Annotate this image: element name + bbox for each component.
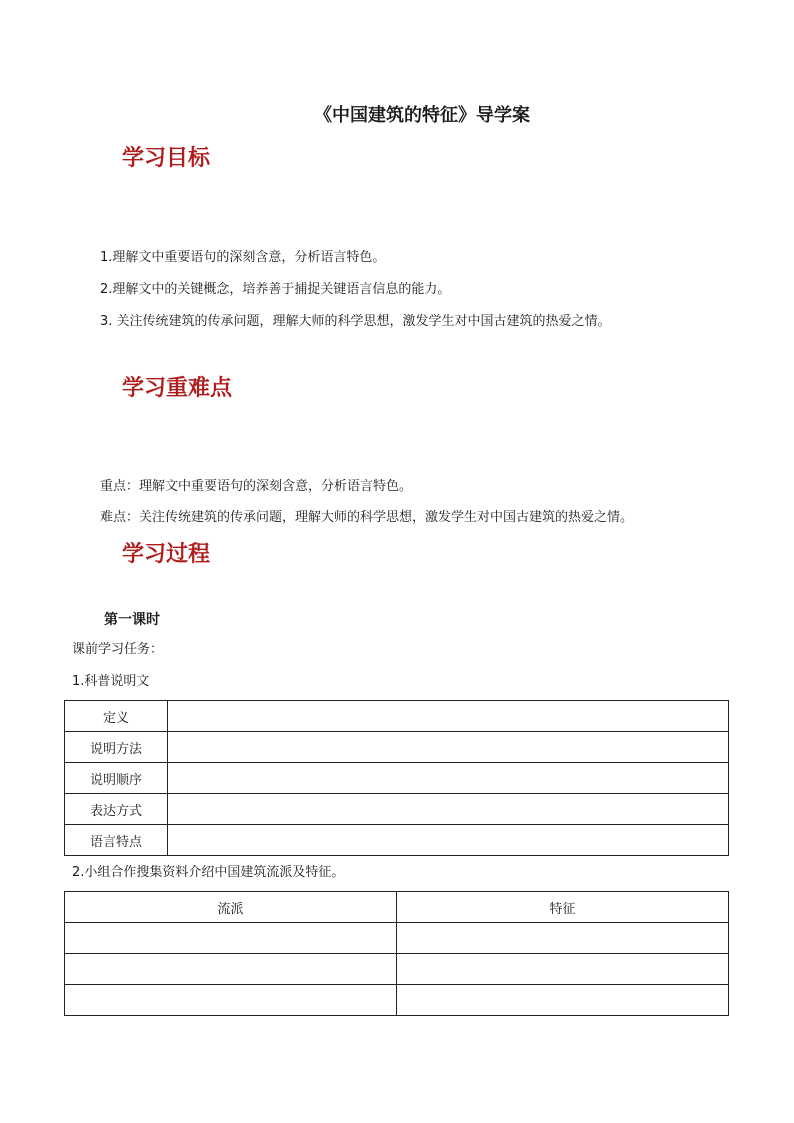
row-label: 说明顺序: [65, 763, 168, 794]
table-row: [65, 954, 729, 985]
answer-cell[interactable]: [168, 763, 729, 794]
table-row: [65, 732, 729, 763]
document-title: 《中国建筑的特征》导学案: [314, 105, 530, 126]
answer-cell[interactable]: [168, 794, 729, 825]
task2-label: 2.小组合作搜集资料介绍中国建筑流派及特征。: [72, 865, 345, 880]
answer-cell[interactable]: [397, 985, 729, 1016]
table-row: [65, 985, 729, 1016]
column-header-school: 流派: [65, 892, 397, 923]
answer-cell[interactable]: [168, 732, 729, 763]
lesson-heading: 第一课时: [104, 612, 160, 628]
table-row: [65, 701, 729, 732]
table-row: [65, 825, 729, 856]
key-point-focus: 重点：理解文中重要语句的深刻含意，分析语言特色。: [100, 479, 413, 494]
row-label: 语言特点: [65, 825, 168, 856]
row-label: 定义: [65, 701, 168, 732]
answer-cell[interactable]: [168, 825, 729, 856]
answer-cell[interactable]: [65, 985, 397, 1016]
row-label: 说明方法: [65, 732, 168, 763]
table-row: [65, 923, 729, 954]
pre-task-label: 课前学习任务：: [72, 642, 164, 657]
answer-cell[interactable]: [397, 954, 729, 985]
objective-item-1: 1.理解文中重要语句的深刻含意，分析语言特色。: [100, 250, 386, 265]
answer-cell[interactable]: [168, 701, 729, 732]
answer-cell[interactable]: [65, 923, 397, 954]
answer-cell[interactable]: [397, 923, 729, 954]
column-header-feature: 特征: [397, 892, 729, 923]
answer-cell[interactable]: [65, 954, 397, 985]
table-row: [65, 794, 729, 825]
objective-item-3: 3. 关注传统建筑的传承问题，理解大师的科学思想，激发学生对中国古建筑的热爱之情。: [100, 314, 611, 329]
definition-table: [64, 700, 729, 856]
process-heading: 学习过程: [122, 541, 211, 567]
table-row: [65, 763, 729, 794]
table-header-row: [65, 892, 729, 923]
objective-item-2: 2.理解文中的关键概念，培养善于捕捉关键语言信息的能力。: [100, 282, 451, 297]
key-points-heading: 学习重难点: [122, 375, 233, 401]
key-point-difficulty: 难点：关注传统建筑的传承问题，理解大师的科学思想，激发学生对中国古建筑的热爱之情。: [100, 510, 634, 525]
task1-label: 1.科普说明文: [72, 674, 150, 689]
school-table: [64, 891, 729, 1016]
row-label: 表达方式: [65, 794, 168, 825]
objectives-heading: 学习目标: [122, 145, 211, 171]
